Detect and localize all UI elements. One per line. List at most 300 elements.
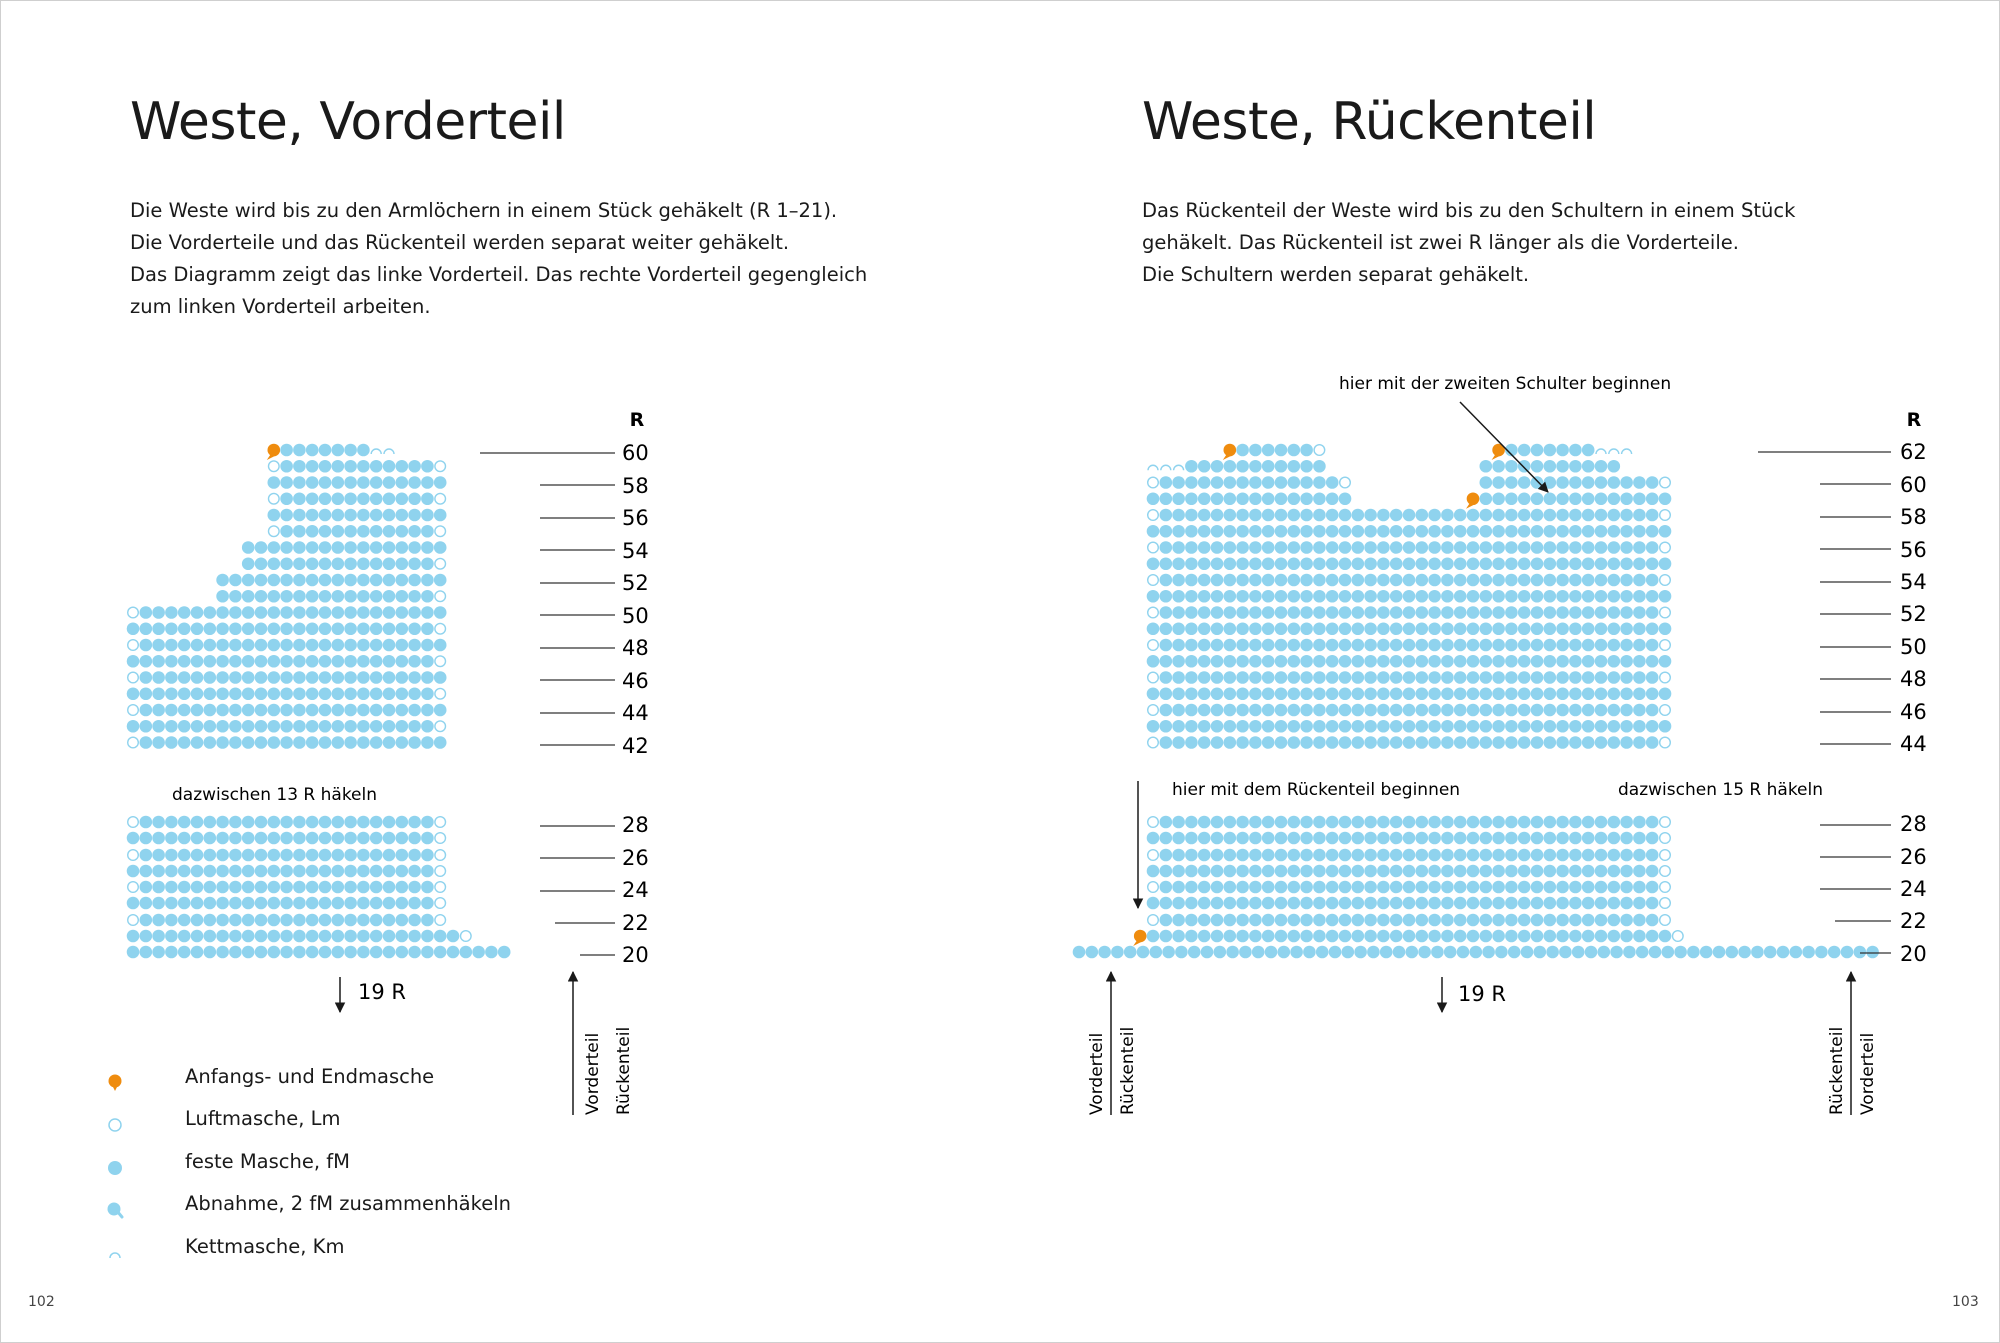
single-crochet-stitch [1185,897,1198,910]
single-crochet-stitch [1377,881,1390,894]
single-crochet-stitch [1646,897,1659,910]
single-crochet-stitch [1518,720,1531,733]
single-crochet-stitch [1198,541,1211,554]
single-crochet-stitch [1467,541,1480,554]
single-crochet-stitch [1185,687,1198,700]
single-crochet-stitch [1518,557,1531,570]
single-crochet-stitch [293,687,306,700]
row-label: 50 [1900,635,1927,659]
single-crochet-stitch [357,704,370,717]
single-crochet-stitch [344,687,357,700]
decrease-icon [100,1198,130,1222]
row-label: 44 [622,701,649,725]
single-crochet-stitch [229,622,242,635]
single-crochet-stitch [1595,622,1608,635]
single-crochet-stitch [1288,606,1301,619]
single-crochet-stitch [280,897,293,910]
single-crochet-stitch [1505,492,1518,505]
single-crochet-stitch [1608,525,1621,538]
single-crochet-stitch [1569,930,1582,943]
single-crochet-stitch [1544,720,1557,733]
row-label: 46 [622,669,649,693]
single-crochet-stitch [1313,687,1326,700]
single-crochet-stitch [204,622,217,635]
rows-note: 19 R [1458,982,1506,1006]
single-crochet-stitch [1595,816,1608,829]
chain-stitch [435,866,446,877]
single-crochet-stitch [1198,914,1211,927]
single-crochet-stitch [1441,606,1454,619]
single-crochet-stitch [1185,930,1198,943]
single-crochet-stitch [1467,557,1480,570]
single-crochet-stitch [1620,509,1633,522]
single-crochet-stitch [1160,881,1173,894]
single-crochet-stitch [319,639,332,652]
single-crochet-stitch [204,655,217,668]
single-crochet-stitch [421,509,434,522]
single-crochet-stitch [268,655,281,668]
single-crochet-stitch [1620,525,1633,538]
single-crochet-stitch [127,930,140,943]
single-crochet-stitch [293,881,306,894]
single-crochet-stitch [1505,606,1518,619]
single-crochet-stitch [1211,606,1224,619]
single-crochet-stitch [1531,557,1544,570]
single-crochet-stitch [1185,832,1198,845]
single-crochet-stitch [370,897,383,910]
single-crochet-stitch [421,590,434,603]
row-label: 20 [622,943,649,967]
single-crochet-stitch [1262,720,1275,733]
chain-stitch [128,817,139,828]
single-crochet-stitch [1275,590,1288,603]
single-crochet-stitch [306,930,319,943]
single-crochet-stitch [1531,655,1544,668]
single-crochet-stitch [1364,541,1377,554]
single-crochet-stitch [1198,687,1211,700]
single-crochet-stitch [396,897,409,910]
single-crochet-stitch [1454,914,1467,927]
chain-stitch [461,931,472,942]
single-crochet-stitch [1390,849,1403,862]
single-crochet-stitch [1518,622,1531,635]
single-crochet-stitch [1582,590,1595,603]
single-crochet-stitch [165,914,178,927]
single-crochet-stitch [1492,816,1505,829]
single-crochet-stitch [1377,557,1390,570]
single-crochet-stitch [1492,865,1505,878]
single-crochet-stitch [1416,816,1429,829]
single-crochet-stitch [1339,541,1352,554]
single-crochet-stitch [1172,865,1185,878]
single-crochet-stitch [332,832,345,845]
single-crochet-stitch [1518,476,1531,489]
single-crochet-stitch [1416,606,1429,619]
single-crochet-stitch [280,704,293,717]
single-crochet-stitch [1339,816,1352,829]
single-crochet-stitch [332,509,345,522]
single-crochet-stitch [1505,622,1518,635]
single-crochet-stitch [1492,639,1505,652]
single-crochet-stitch [1467,832,1480,845]
single-crochet-stitch [1172,849,1185,862]
single-crochet-stitch [1352,914,1365,927]
single-crochet-stitch [1620,687,1633,700]
single-crochet-stitch [1620,557,1633,570]
single-crochet-stitch [1326,541,1339,554]
single-crochet-stitch [1352,557,1365,570]
single-crochet-stitch [268,704,281,717]
single-crochet-stitch [332,881,345,894]
single-crochet-stitch [1582,881,1595,894]
intro-line: Das Rückenteil der Weste wird bis zu den Schultern in einem Stück [1142,199,1796,222]
single-crochet-stitch [165,687,178,700]
single-crochet-stitch [1569,492,1582,505]
single-crochet-stitch [1249,606,1262,619]
single-crochet-stitch [165,639,178,652]
single-crochet-stitch [280,541,293,554]
single-crochet-stitch [408,930,421,943]
single-crochet-stitch [1531,671,1544,684]
single-crochet-stitch [1531,574,1544,587]
single-crochet-stitch [1492,736,1505,749]
chain-stitch [128,915,139,926]
single-crochet-stitch [344,606,357,619]
single-crochet-stitch [357,525,370,538]
single-crochet-stitch [1313,525,1326,538]
single-crochet-stitch [306,444,319,457]
single-crochet-stitch [242,557,255,570]
single-crochet-stitch [1224,736,1237,749]
single-crochet-stitch [1275,816,1288,829]
single-crochet-stitch [1339,525,1352,538]
single-crochet-stitch [1687,946,1700,959]
chain-stitch [1660,898,1671,909]
single-crochet-stitch [447,946,460,959]
single-crochet-stitch [1544,476,1557,489]
single-crochet-stitch [1620,574,1633,587]
single-crochet-stitch [396,671,409,684]
single-crochet-stitch [319,671,332,684]
single-crochet-stitch [1160,574,1173,587]
single-crochet-stitch [1185,816,1198,829]
single-crochet-stitch [1505,509,1518,522]
single-crochet-stitch [1569,865,1582,878]
single-crochet-stitch [1505,816,1518,829]
single-crochet-stitch [1288,525,1301,538]
single-crochet-stitch [1556,557,1569,570]
single-crochet-stitch [1326,704,1339,717]
single-crochet-stitch [1300,476,1313,489]
single-crochet-stitch [1147,622,1160,635]
single-crochet-stitch [1582,897,1595,910]
single-crochet-stitch [1300,574,1313,587]
single-crochet-stitch [178,606,191,619]
single-crochet-stitch [1454,816,1467,829]
single-crochet-stitch [1659,525,1672,538]
single-crochet-stitch [357,832,370,845]
single-crochet-stitch [216,720,229,733]
single-crochet-stitch [357,720,370,733]
single-crochet-stitch [1211,720,1224,733]
single-crochet-stitch [1249,525,1262,538]
single-crochet-stitch [1211,914,1224,927]
single-crochet-stitch [357,622,370,635]
single-crochet-stitch [1326,832,1339,845]
chain-stitch [435,898,446,909]
single-crochet-stitch [1185,460,1198,473]
single-crochet-stitch [1377,687,1390,700]
single-crochet-stitch [1467,816,1480,829]
single-crochet-stitch [319,897,332,910]
single-crochet-stitch [1364,639,1377,652]
single-crochet-stitch [1495,946,1508,959]
single-crochet-stitch [1467,671,1480,684]
single-crochet-stitch [1198,574,1211,587]
single-crochet-stitch [255,816,268,829]
single-crochet-stitch [1172,557,1185,570]
single-crochet-stitch [1198,736,1211,749]
single-crochet-stitch [1249,622,1262,635]
single-crochet-stitch [1265,946,1278,959]
single-crochet-stitch [383,687,396,700]
single-crochet-stitch [1441,914,1454,927]
single-crochet-stitch [1339,622,1352,635]
single-crochet-stitch [1352,687,1365,700]
intro-line: Das Diagramm zeigt das linke Vorderteil. Das rechte Vorderteil gegengleich [130,263,868,286]
single-crochet-stitch [1480,897,1493,910]
single-crochet-stitch [306,574,319,587]
single-crochet-stitch [1364,509,1377,522]
single-crochet-stitch [1556,930,1569,943]
single-crochet-stitch [1544,606,1557,619]
single-crochet-stitch [1544,492,1557,505]
single-crochet-stitch [1211,541,1224,554]
single-crochet-stitch [383,946,396,959]
single-crochet-stitch [242,816,255,829]
single-crochet-stitch [1313,574,1326,587]
single-crochet-stitch [1224,655,1237,668]
single-crochet-stitch [293,606,306,619]
single-crochet-stitch [229,655,242,668]
single-crochet-stitch [1416,687,1429,700]
single-crochet-stitch [1531,460,1544,473]
single-crochet-stitch [1364,914,1377,927]
single-crochet-stitch [1518,574,1531,587]
single-crochet-stitch [152,816,165,829]
intro-line: zum linken Vorderteil arbeiten. [130,295,431,318]
single-crochet-stitch [370,930,383,943]
single-crochet-stitch [1620,736,1633,749]
single-crochet-stitch [1608,816,1621,829]
single-crochet-stitch [306,671,319,684]
single-crochet-stitch [204,849,217,862]
single-crochet-stitch [1454,930,1467,943]
single-crochet-stitch [1595,897,1608,910]
single-crochet-stitch [1326,914,1339,927]
single-crochet-stitch [140,639,153,652]
row-label: 22 [622,911,649,935]
single-crochet-stitch [1352,671,1365,684]
single-crochet-stitch [1531,606,1544,619]
chain-stitch [1660,640,1671,651]
single-crochet-stitch [1364,720,1377,733]
second-shoulder-note: hier mit der zweiten Schulter beginnen [1339,374,1672,394]
single-crochet-stitch [1403,897,1416,910]
single-crochet-stitch [1147,832,1160,845]
single-crochet-stitch [1441,832,1454,845]
single-crochet-stitch [1556,832,1569,845]
single-crochet-stitch [1377,914,1390,927]
single-crochet-stitch [1416,671,1429,684]
row-header: R [1906,409,1922,431]
single-crochet-stitch [396,492,409,505]
single-crochet-stitch [1364,622,1377,635]
single-crochet-stitch [204,639,217,652]
single-crochet-stitch [1390,914,1403,927]
single-crochet-stitch [1326,639,1339,652]
single-crochet-stitch [1160,671,1173,684]
row-label: 24 [622,878,649,902]
single-crochet-stitch [1262,736,1275,749]
single-crochet-stitch [332,930,345,943]
single-crochet-stitch [1262,849,1275,862]
single-crochet-stitch [408,897,421,910]
single-crochet-stitch [1236,557,1249,570]
single-crochet-stitch [332,704,345,717]
single-crochet-stitch [1198,671,1211,684]
single-crochet-stitch [165,849,178,862]
single-crochet-stitch [1531,816,1544,829]
single-crochet-stitch [1659,930,1672,943]
single-crochet-stitch [1441,639,1454,652]
single-crochet-stitch [1556,639,1569,652]
single-crochet-stitch [1556,574,1569,587]
single-crochet-stitch [1326,606,1339,619]
single-crochet-stitch [1313,914,1326,927]
single-crochet-stitch [1582,509,1595,522]
single-crochet-stitch [1326,671,1339,684]
single-crochet-stitch [216,897,229,910]
single-crochet-stitch [1608,476,1621,489]
single-crochet-stitch [319,509,332,522]
single-crochet-stitch [1620,622,1633,635]
single-crochet-stitch [1403,832,1416,845]
single-crochet-stitch [268,541,281,554]
single-crochet-stitch [1403,720,1416,733]
single-crochet-stitch [421,574,434,587]
chain-stitch [1660,882,1671,893]
single-crochet-stitch [229,590,242,603]
single-crochet-stitch [1288,476,1301,489]
single-crochet-stitch [1288,816,1301,829]
single-crochet-stitch [1531,897,1544,910]
single-crochet-stitch [1505,541,1518,554]
single-crochet-stitch [1492,881,1505,894]
single-crochet-stitch [332,460,345,473]
single-crochet-stitch [421,525,434,538]
single-crochet-stitch [280,622,293,635]
single-crochet-stitch [1582,541,1595,554]
single-crochet-stitch [1249,704,1262,717]
single-crochet-stitch [306,736,319,749]
single-crochet-stitch [408,492,421,505]
single-crochet-stitch [1147,590,1160,603]
chain-stitch [1148,510,1159,521]
single-crochet-stitch [152,930,165,943]
single-crochet-stitch [1441,574,1454,587]
single-crochet-stitch [1585,946,1598,959]
slip-stitch [371,449,381,454]
single-crochet-stitch [216,946,229,959]
single-crochet-stitch [421,720,434,733]
chain-stitch [435,656,446,667]
single-crochet-stitch [1300,704,1313,717]
single-crochet-stitch [306,832,319,845]
single-crochet-stitch [421,671,434,684]
single-crochet-stitch [306,639,319,652]
single-crochet-stitch [1198,476,1211,489]
single-crochet-stitch [1262,557,1275,570]
single-crochet-stitch [1505,930,1518,943]
chain-stitch [128,705,139,716]
single-crochet-stitch [1556,671,1569,684]
single-crochet-stitch [1492,606,1505,619]
single-crochet-stitch [1620,541,1633,554]
single-crochet-stitch [1531,736,1544,749]
single-crochet-stitch [1288,444,1301,457]
single-crochet-stitch [1416,881,1429,894]
single-crochet-stitch [1492,622,1505,635]
single-crochet-stitch [293,622,306,635]
single-crochet-stitch [396,736,409,749]
single-crochet-stitch [191,914,204,927]
single-crochet-stitch [140,865,153,878]
single-crochet-stitch [1441,525,1454,538]
single-crochet-stitch [280,849,293,862]
slip-stitch [1609,449,1619,454]
row-label: 58 [1900,505,1927,529]
single-crochet-stitch [332,525,345,538]
single-crochet-stitch [1339,832,1352,845]
single-crochet-stitch [1236,930,1249,943]
single-crochet-stitch [1582,930,1595,943]
single-crochet-stitch [204,671,217,684]
single-crochet-stitch [383,897,396,910]
single-crochet-stitch [127,655,140,668]
single-crochet-stitch [1569,590,1582,603]
single-crochet-stitch [1480,606,1493,619]
single-crochet-stitch [1646,736,1659,749]
single-crochet-stitch [1608,509,1621,522]
single-crochet-stitch [1313,736,1326,749]
single-crochet-stitch [408,881,421,894]
single-crochet-stitch [1441,930,1454,943]
single-crochet-stitch [1262,460,1275,473]
single-crochet-stitch [1339,849,1352,862]
single-crochet-stitch [280,832,293,845]
single-crochet-stitch [165,930,178,943]
single-crochet-stitch [1608,460,1621,473]
single-crochet-stitch [1390,525,1403,538]
single-crochet-stitch [229,832,242,845]
single-crochet-stitch [1582,639,1595,652]
single-crochet-stitch [370,509,383,522]
single-crochet-stitch [370,865,383,878]
single-crochet-stitch [408,541,421,554]
single-crochet-stitch [1236,509,1249,522]
single-crochet-stitch [1352,509,1365,522]
